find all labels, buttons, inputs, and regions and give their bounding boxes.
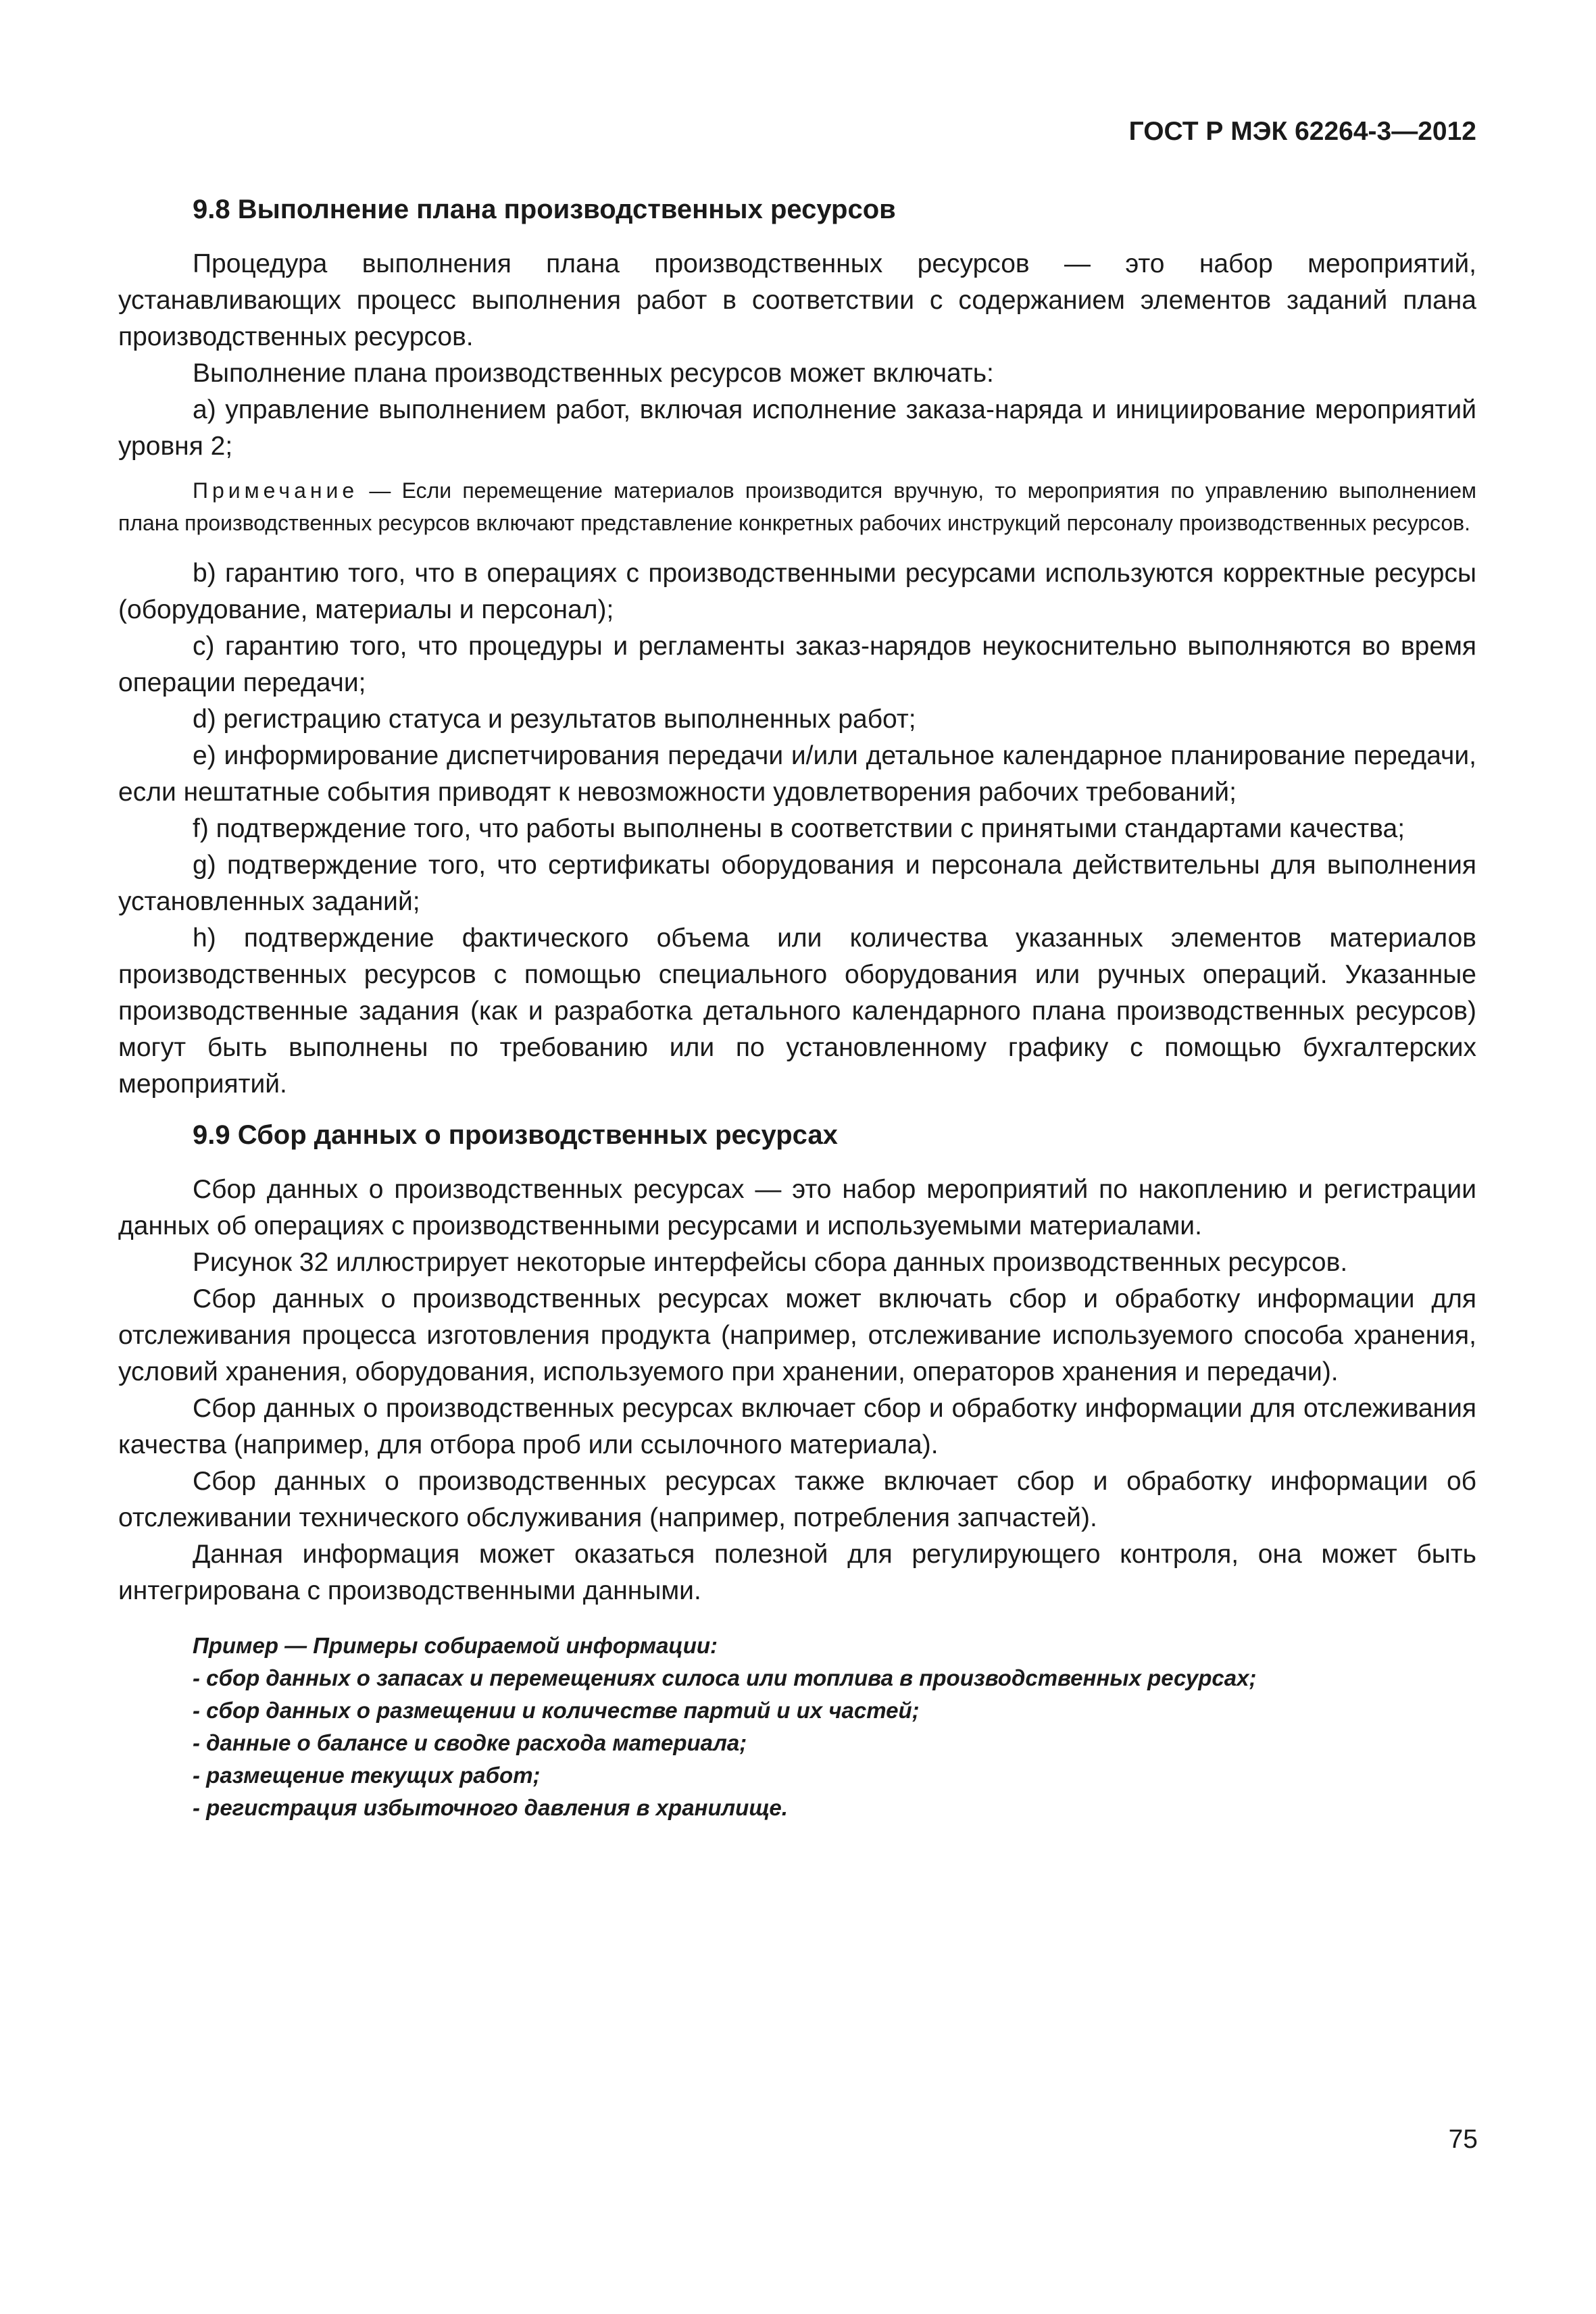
section-9-8-paragraph: Процедура выполнения плана производственных ресурсов — это набор мероприятий, устанавливающих процесс выполнения работ в соответствии с содержанием элементов заданий плана производственных ресурсов. (118, 249, 1476, 351)
document-page (118, 115, 1476, 1824)
section-9-9-paragraph: Сбор данных о производственных ресурсах включает сбор и обработку информации для отслеживания качества (например, для отбора проб или ссылочного материала). (118, 1394, 1476, 1459)
document-header: ГОСТ Р МЭК 62264-3—2012 (1128, 117, 1476, 146)
note-label: Примечание (193, 478, 359, 503)
list-item-h: h) подтверждение фактического объема или количества указанных элементов материалов производственных ресурсов с помощью специального оборудования или ручных операций. Указанные производственные задания (как и разработка детального календарного плана производственных ресурсов) могут быть выполнены по требованию или по установленному графику с помощью бухгалтерских мероприятий. (118, 924, 1476, 1099)
list-item-g: g) подтверждение того, что сертификаты оборудования и персонала действительны для выполнения установленных заданий; (118, 851, 1476, 916)
section-9-9-paragraph: Рисунок 32 иллюстрирует некоторые интерфейсы сбора данных производственных ресурсов. (193, 1248, 1348, 1277)
section-9-9-title: 9.9 Сбор данных о производственных ресурсах (193, 1120, 838, 1150)
section-9-9-paragraph: Сбор данных о производственных ресурсах также включает сбор и обработку информации об отслеживании технического обслуживания (например, потребления запчастей). (118, 1467, 1476, 1532)
section-9-8-title: 9.8 Выполнение плана производственных ресурсов (193, 195, 896, 224)
example-block (118, 1630, 1476, 1824)
example-title: Пример — Примеры собираемой информации: (193, 1633, 718, 1658)
list-item-f: f) подтверждение того, что работы выполнены в соответствии с принятыми стандартами качества; (193, 814, 1405, 843)
section-9-8-paragraph: а) управление выполнением работ, включая исполнение заказа-наряда и инициирование мероприятий уровня 2; (118, 395, 1476, 461)
page-number: 75 (1448, 2125, 1478, 2154)
example-item: - данные о балансе и сводке расхода материала; (193, 1730, 747, 1755)
example-item: - размещение текущих работ; (193, 1763, 541, 1788)
list-item-e: e) информирование диспетчирования передачи и/или детальное календарное планирование передачи, если нештатные события приводят к невозможности удовлетворения рабочих требований; (118, 741, 1476, 807)
list-item-c: c) гарантию того, что процедуры и регламенты заказ-нарядов неукоснительно выполняются во время операции передачи; (118, 632, 1476, 697)
section-9-8-paragraph: Выполнение плана производственных ресурсов может включать: (193, 359, 994, 388)
section-spacer (118, 1103, 1476, 1116)
list-item-d: d) регистрацию статуса и результатов выполненных работ; (193, 705, 916, 734)
example-item: - сбор данных о запасах и перемещениях силоса или топлива в производственных ресурсах; (193, 1665, 1257, 1690)
section-9-9-paragraph: Сбор данных о производственных ресурсах — это набор мероприятий по накоплению и регистрации данных об операциях с производственными ресурсами и используемыми материалами. (118, 1175, 1476, 1240)
section-9-9-paragraph: Данная информация может оказаться полезной для регулирующего контроля, она может быть интегрирована с производственными данными. (118, 1540, 1476, 1605)
note-text: — Если перемещение материалов производится вручную, то мероприятия по управлению выполнением плана производственных ресурсов включают представление конкретных рабочих инструкций персоналу производственных ресурсов. (118, 478, 1477, 535)
note (118, 474, 1476, 539)
section-9-9-paragraph: Сбор данных о производственных ресурсах может включать сбор и обработку информации для отслеживания процесса изготовления продукта (например, отслеживание используемого способа хранения, условий хранения, оборудования, используемого при хранении, операторов хранения и передачи). (118, 1284, 1476, 1386)
list-item-b: b) гарантию того, что в операциях с производственными ресурсами используются корректные ресурсы (оборудование, материалы и персонал); (118, 559, 1476, 624)
example-item: - сбор данных о размещении и количестве партий и их частей; (193, 1698, 920, 1723)
example-item: - регистрация избыточного давления в хранилище. (193, 1795, 788, 1820)
